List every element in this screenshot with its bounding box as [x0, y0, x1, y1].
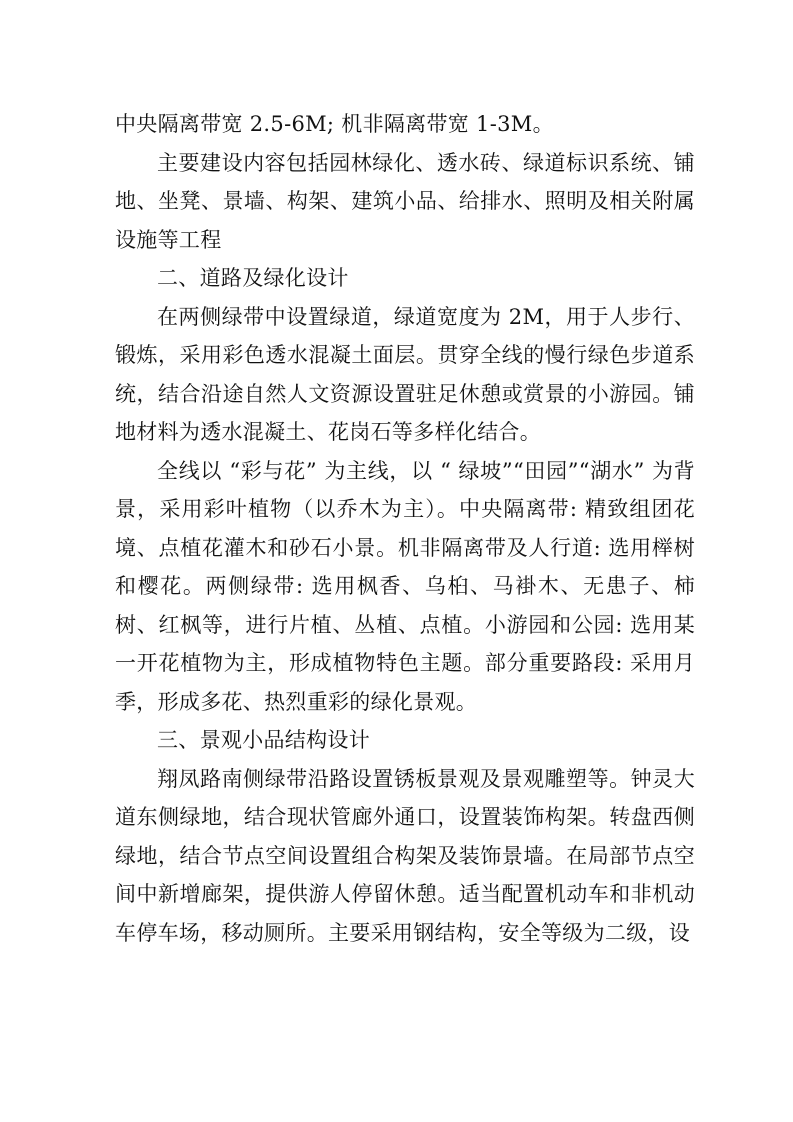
paragraph-landscape-structures: 翔凤路南侧绿带沿路设置锈板景观及景观雕塑等。钟灵大道东侧绿地，结合现状管廊外通口，设置装饰构架。转盘西侧绿地，结合节点空间设置组合构架及装饰景墙。在局部节点空间中新增廊架，提供游人停留休憩。适当配置机动车和非机动车停车场，移动厕所。主要采用钢结构，安全等级为二级，设 [115, 766, 695, 945]
section-heading-road-greening: 二、道路及绿化设计 [157, 266, 349, 290]
paragraph-greenway-design: 在两侧绿带中设置绿道，绿道宽度为 2M，用于人步行、锻炼，采用彩色透水混凝土面层。贯穿全线的慢行绿色步道系统，结合沿途自然人文资源设置驻足休憩或赏景的小游园。铺地材料为透水混凝土、花岗石等多样化结合。 [115, 304, 695, 444]
paragraph-planting-design: 全线以 “彩与花” 为主线，以 “ 绿坡”“田园”“湖水” 为背景，采用彩叶植物（以乔木为主）。中央隔离带: 精致组团花境、点植花灌木和砂石小景。机非隔离带及人行道: 选用榉树和樱花。两侧绿带: 选用枫香、乌桕、马褂木、无患子、柿树、红枫等，进行片植、丛植、点植。小游园和公园: 选用某一开花植物为主，形成植物特色主题。部分重要路段: 采用月季，形成多花、热烈重彩的绿化景观。 [115, 458, 695, 714]
paragraph-median-width: 中央隔离带宽 2.5-6M; 机非隔离带宽 1-3M。 [115, 112, 554, 136]
document-body [115, 105, 695, 952]
section-heading-landscape-structure: 三、景观小品结构设计 [157, 728, 370, 752]
paragraph-construction-content: 主要建设内容包括园林绿化、透水砖、绿道标识系统、铺地、坐凳、景墙、构架、建筑小品、给排水、照明及相关附属设施等工程 [115, 150, 695, 252]
